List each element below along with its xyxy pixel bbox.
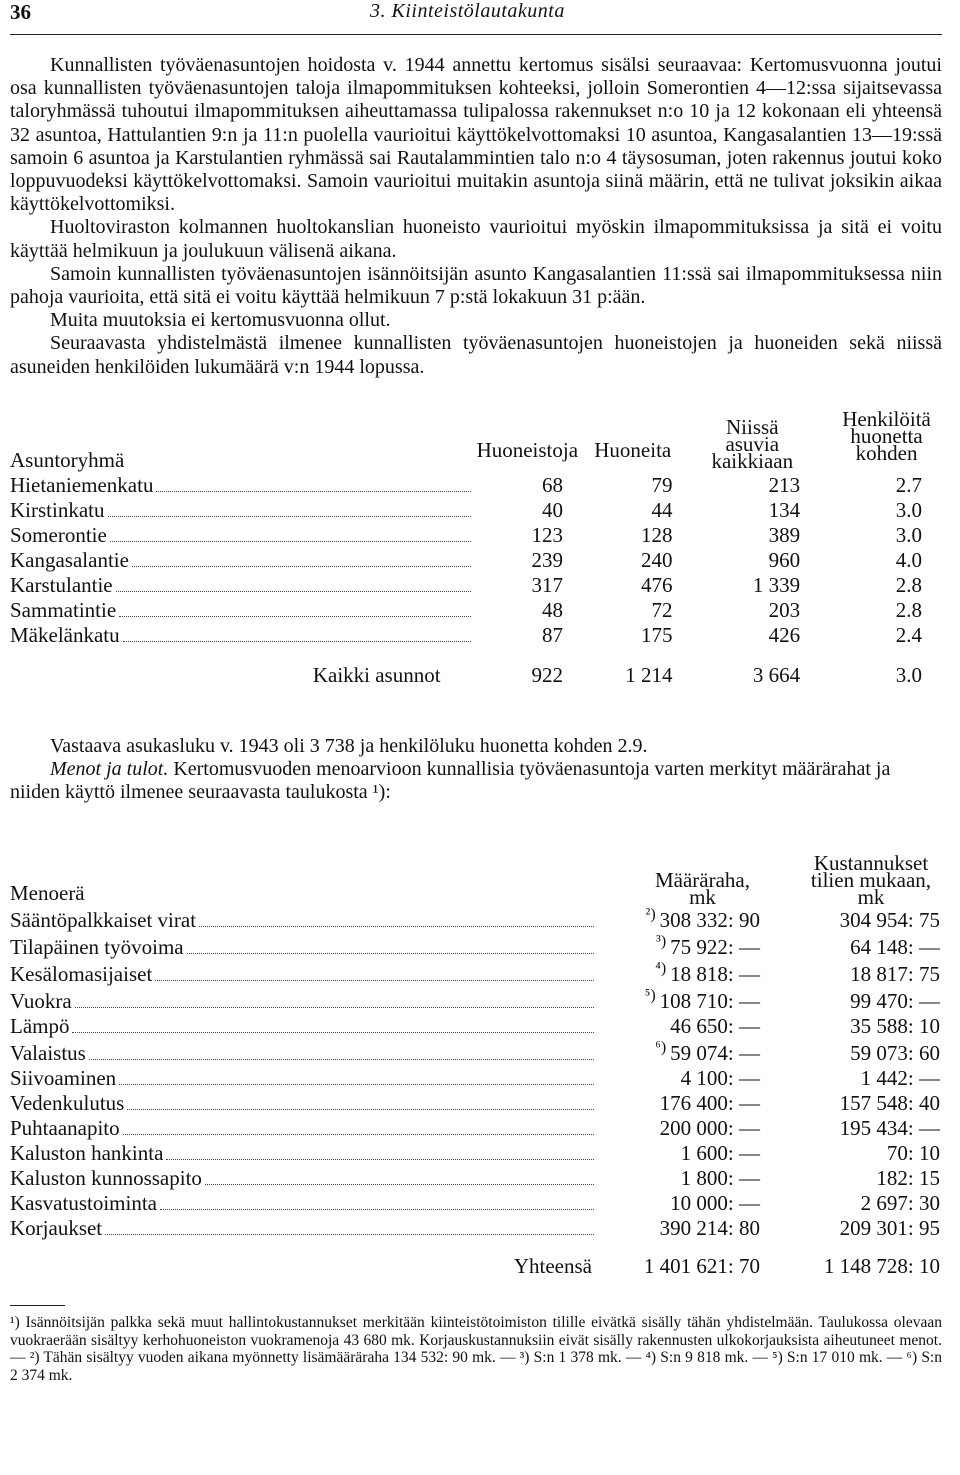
table-row xyxy=(10,960,942,987)
document-page xyxy=(10,0,942,1384)
paragraph: Muita muutoksia ei kertomusvuonna ollut. xyxy=(50,309,391,332)
expense-name: Lämpö xyxy=(10,1014,70,1039)
column-header: Niissä asuvia kaikkiaan xyxy=(711,415,794,474)
cell-appropriation xyxy=(600,1039,760,1066)
expense-name: Kaluston kunnossapito xyxy=(10,1166,202,1191)
street-name: Mäkelänkatu xyxy=(10,622,120,647)
cell-appropriation xyxy=(600,987,760,1014)
row-label-cell xyxy=(10,1091,600,1116)
row-label xyxy=(10,1166,600,1191)
cell-apartments: 48 xyxy=(542,597,564,622)
leader-dots xyxy=(155,980,594,981)
row-label-cell xyxy=(10,1066,600,1091)
running-title: 3. Kiinteistölautakunta xyxy=(370,0,565,22)
row-label xyxy=(10,473,477,498)
appropriation-value: 390 214: 80 xyxy=(659,1216,760,1241)
cell-apartments: 239 xyxy=(531,547,564,572)
row-label-cell xyxy=(10,1014,600,1039)
cell-per-room: 3.0 xyxy=(895,497,922,522)
leader-dots xyxy=(119,616,470,617)
total-label: Yhteensä xyxy=(513,1254,592,1279)
footnotes xyxy=(10,1314,942,1384)
total-appropriation: 1 401 621: 70 xyxy=(643,1254,760,1279)
cell-appropriation xyxy=(600,1014,760,1039)
leader-dots xyxy=(156,491,470,492)
paragraph: Vastaava asukasluku v. 1943 oli 3 738 ja henkilöluku huonetta kohden 2.9. xyxy=(50,734,648,757)
appropriation-value: 18 818: — xyxy=(670,962,760,987)
total-rooms: 1 214 xyxy=(625,662,673,687)
cell-costs: 195 434: — xyxy=(839,1116,940,1141)
table-row xyxy=(10,598,942,623)
expense-name: Vuokra xyxy=(10,989,72,1014)
row-label xyxy=(10,1141,600,1166)
cell-appropriation xyxy=(600,1166,760,1191)
row-label xyxy=(10,523,477,548)
cell-residents: 213 xyxy=(768,472,801,497)
table-row xyxy=(10,1191,942,1216)
cell-residents: 389 xyxy=(768,522,801,547)
row-label xyxy=(10,548,477,573)
expense-name: Kasvatustoiminta xyxy=(10,1191,157,1216)
row-label-cell xyxy=(10,933,600,960)
row-label-cell xyxy=(10,1141,600,1166)
appropriation-value: 1 800: — xyxy=(680,1166,760,1191)
footnote-ref: ⁴) xyxy=(655,960,667,978)
paragraph: Samoin kunnallisten työväenasuntojen isännöitsijän asunto Kangasalantien 11:ssä sai ilmapommituksessa niin pahoja vaurioita, että sitä ei voitu käyttää helmikuun 7 p:stä lokakuun 31 p:ään. xyxy=(10,262,942,309)
table-total-row xyxy=(10,1241,942,1279)
row-label xyxy=(10,962,600,987)
cell-costs: 59 073: 60 xyxy=(850,1041,940,1066)
table-row xyxy=(10,498,942,523)
row-label-cell xyxy=(10,1116,600,1141)
leader-dots xyxy=(199,926,594,927)
row-label-cell xyxy=(10,987,600,1014)
row-label-cell xyxy=(10,1216,600,1241)
leader-dots xyxy=(127,1109,594,1110)
table-row xyxy=(10,548,942,573)
total-residents: 3 664 xyxy=(752,662,801,687)
row-label xyxy=(10,1216,600,1241)
paragraph xyxy=(10,758,942,804)
column-header: Henkilöitä huonetta kohden xyxy=(842,406,931,465)
expense-name: Sääntöpalkkaiset virat xyxy=(10,908,197,933)
table-row xyxy=(10,1014,942,1039)
cell-per-room: 2.8 xyxy=(895,572,922,597)
cell-residents: 960 xyxy=(768,547,801,572)
street-name: Somerontie xyxy=(10,522,107,547)
table-row xyxy=(10,573,942,598)
appropriation-value: 10 000: — xyxy=(670,1191,760,1216)
cell-appropriation xyxy=(600,1191,760,1216)
row-label-cell xyxy=(10,548,477,573)
cell-appropriation xyxy=(600,906,760,933)
cell-costs: 99 470: — xyxy=(850,989,940,1014)
cell-costs: 18 817: 75 xyxy=(850,962,940,987)
expense-name: Puhtaanapito xyxy=(10,1116,120,1141)
street-name: Kirstinkatu xyxy=(10,497,105,522)
expense-name: Valaistus xyxy=(10,1041,86,1066)
section-title: Menot ja tulot. xyxy=(50,758,169,781)
cell-appropriation xyxy=(600,1091,760,1116)
leader-dots xyxy=(119,1084,594,1085)
row-label xyxy=(10,1041,600,1066)
total-per-room: 3.0 xyxy=(895,662,922,687)
column-header: Kustannukset tilien mukaan, mk xyxy=(810,851,932,910)
footnote-text: ¹) Isännöitsijän palkka sekä muut hallintokustannukset merkitään kiinteistötoimiston tilille eivätkä sisälly tähän yhdistelmään. Taulukossa olevaan vuokraerään sisältyy kerhohuoneiston vuokramenoja 43 680 mk. Korjauskustannuksiin eivät sisälly rakennusten ulkokorjauksista aiheutuneet menot. — ²) Tähän sisältyy vuoden aikana myönnetty lisämääräraha 134 532: 90 mk. — ³) S:n 1 378 mk. — ⁴) S:n 9 818 mk. — ⁵) S:n 17 010 mk. — ⁶) S:n 2 374 mk. xyxy=(10,1314,942,1384)
cell-rooms: 72 xyxy=(651,597,673,622)
paragraph: Huoltoviraston kolmannen huoltokanslian huoneisto vaurioitui myöskin ilmapommituksissa ja sitä ei voitu käyttää helmikuun ja joulukuun välisenä aikana. xyxy=(10,216,942,262)
row-label xyxy=(10,573,477,598)
paragraph: Seuraavasta yhdistelmästä ilmenee kunnallisten työväenasuntojen huoneistojen ja huoneiden sekä niissä asuneiden henkilöiden lukumäärä v:n 1944 lopussa. xyxy=(10,332,942,378)
cell-residents: 203 xyxy=(768,597,801,622)
table-row xyxy=(10,1141,942,1166)
row-label-cell xyxy=(10,1191,600,1216)
table-row xyxy=(10,473,942,498)
cell-per-room: 2.8 xyxy=(895,597,922,622)
cell-residents: 426 xyxy=(768,622,801,647)
leader-dots xyxy=(123,1134,594,1135)
cell-per-room: 2.7 xyxy=(895,472,922,497)
leader-dots xyxy=(105,1234,594,1235)
appropriation-value: 46 650: — xyxy=(670,1014,760,1039)
row-label xyxy=(10,623,477,648)
cell-apartments: 40 xyxy=(542,497,564,522)
cell-costs: 64 148: — xyxy=(850,935,940,960)
cell-costs: 1 442: — xyxy=(860,1066,940,1091)
row-label-cell xyxy=(10,906,600,933)
row-label-cell xyxy=(10,498,477,523)
column-header: Huoneita xyxy=(594,438,672,463)
leader-dots xyxy=(205,1184,594,1185)
total-label: Kaikki asunnot xyxy=(312,662,441,687)
expense-name: Kaluston hankinta xyxy=(10,1141,164,1166)
street-name: Sammatintie xyxy=(10,597,117,622)
table-total-row xyxy=(10,648,942,688)
column-header: Menoerä xyxy=(10,881,85,906)
table-row xyxy=(10,987,942,1014)
leader-dots xyxy=(116,591,471,592)
footnote-ref: ⁵) xyxy=(644,987,656,1005)
appropriation-value: 4 100: — xyxy=(680,1066,760,1091)
leader-dots xyxy=(166,1159,594,1160)
street-name: Karstulantie xyxy=(10,572,113,597)
row-label-cell xyxy=(10,473,477,498)
row-label xyxy=(10,989,600,1014)
cell-apartments: 87 xyxy=(542,622,564,647)
cell-rooms: 79 xyxy=(651,472,673,497)
cell-rooms: 476 xyxy=(640,572,673,597)
paragraph-text: Kertomusvuoden menoarvioon kunnallisia työväenasuntoja varten merkityt määrärahat ja niiden käyttö ilmenee seuraavasta taulukosta ¹): xyxy=(10,758,891,804)
cell-rooms: 44 xyxy=(651,497,673,522)
cell-per-room: 4.0 xyxy=(895,547,922,572)
cell-costs: 2 697: 30 xyxy=(860,1191,940,1216)
cell-appropriation xyxy=(600,1141,760,1166)
appropriation-value: 75 922: — xyxy=(670,935,760,960)
cell-appropriation xyxy=(600,1216,760,1241)
cell-costs: 182: 15 xyxy=(876,1166,940,1191)
total-apartments: 922 xyxy=(531,662,564,687)
footnote-ref: ²) xyxy=(645,906,656,924)
appropriation-table xyxy=(10,850,942,1279)
expense-name: Siivoaminen xyxy=(10,1066,117,1091)
row-label xyxy=(10,1116,600,1141)
column-header: Huoneistoja xyxy=(476,438,579,463)
column-header: Määräraha, mk xyxy=(654,868,750,910)
row-label xyxy=(10,498,477,523)
cell-appropriation xyxy=(600,1066,760,1091)
footnote-rule xyxy=(10,1305,65,1306)
page-header xyxy=(10,0,942,35)
table-row xyxy=(10,623,942,648)
cell-costs: 35 588: 10 xyxy=(850,1014,940,1039)
expense-name: Vedenkulutus xyxy=(10,1091,125,1116)
row-label xyxy=(10,1191,600,1216)
appropriation-value: 108 710: — xyxy=(659,989,760,1014)
cell-costs: 70: 10 xyxy=(886,1141,940,1166)
appropriation-value: 59 074: — xyxy=(670,1041,760,1066)
row-label-cell xyxy=(10,623,477,648)
paragraph: Kunnallisten työväenasuntojen hoidosta v. 1944 annettu kertomus sisälsi seuraavaa: Kertomusvuonna joutui osa kunnallisten työväenasuntojen taloja ilmapommituksen kohteeksi, jolloin Somerontien 4—12:ssa sijaitsevassa taloryhmässä tuhoutui ilmapommituksen aiheuttamassa tulipalossa rakennukset n:o 10 ja 12 kokonaan eli yhteensä 32 asuntoa, Hattulantien 9:n ja 11:n puolella vaurioitui käyttökelvottomaksi 10 asuntoa, Kangasalantien 13—19:ssä samoin 6 asuntoa ja Karstulantien ryhmässä sai Rautalammintien talo n:o 4 täysosuman, joten rakennus joutui koko loppuvuodeksi käyttökelvottomaksi. Samoin vaurioitui muitakin asuntoja siinä määrin, että ne tulivat joksikin aikaa käyttökelvottomiksi. xyxy=(10,54,942,216)
row-label-cell xyxy=(10,1039,600,1066)
table-row xyxy=(10,1216,942,1241)
leader-dots xyxy=(75,1007,594,1008)
leader-dots xyxy=(160,1209,594,1210)
cell-appropriation xyxy=(600,1116,760,1141)
cell-apartments: 68 xyxy=(542,472,564,497)
cell-rooms: 128 xyxy=(640,522,673,547)
total-costs: 1 148 728: 10 xyxy=(823,1254,940,1279)
column-header: Asuntoryhmä xyxy=(10,447,125,472)
leader-dots xyxy=(72,1032,594,1033)
table-row xyxy=(10,1039,942,1066)
row-label xyxy=(10,1091,600,1116)
cell-residents: 1 339 xyxy=(752,572,801,597)
row-label xyxy=(10,908,600,933)
row-label-cell xyxy=(10,598,477,623)
table-row xyxy=(10,1166,942,1191)
leader-dots xyxy=(132,566,471,567)
leader-dots xyxy=(187,953,594,954)
appropriation-value: 308 332: 90 xyxy=(659,908,760,933)
street-name: Kangasalantie xyxy=(10,547,129,572)
row-label xyxy=(10,1066,600,1091)
expense-name: Kesälomasijaiset xyxy=(10,962,153,987)
row-label-cell xyxy=(10,960,600,987)
leader-dots xyxy=(108,516,471,517)
table-row xyxy=(10,933,942,960)
cell-per-room: 3.0 xyxy=(895,522,922,547)
cell-costs: 157 548: 40 xyxy=(839,1091,940,1116)
row-label-cell xyxy=(10,573,477,598)
footnote-ref: ⁶) xyxy=(655,1039,667,1057)
row-label xyxy=(10,935,600,960)
table-header-row xyxy=(10,411,942,473)
row-label xyxy=(10,598,477,623)
street-name: Hietaniemenkatu xyxy=(10,472,154,497)
appropriation-value: 1 600: — xyxy=(680,1141,760,1166)
appropriation-value: 176 400: — xyxy=(659,1091,760,1116)
intro-text xyxy=(10,54,942,379)
cell-appropriation xyxy=(600,933,760,960)
cell-costs: 304 954: 75 xyxy=(839,908,940,933)
cell-residents: 134 xyxy=(768,497,801,522)
page-number: 36 xyxy=(10,0,31,24)
table-row xyxy=(10,1066,942,1091)
row-label xyxy=(10,1014,600,1039)
middle-text xyxy=(10,735,942,805)
table-row xyxy=(10,1116,942,1141)
leader-dots xyxy=(123,641,471,642)
table-row xyxy=(10,1091,942,1116)
leader-dots xyxy=(110,541,471,542)
row-label-cell xyxy=(10,1166,600,1191)
row-label-cell xyxy=(10,523,477,548)
footnote-ref: ³) xyxy=(656,933,667,951)
cell-apartments: 123 xyxy=(531,522,564,547)
cell-costs: 209 301: 95 xyxy=(839,1216,940,1241)
cell-appropriation xyxy=(600,960,760,987)
expense-name: Korjaukset xyxy=(10,1216,103,1241)
table-row xyxy=(10,906,942,933)
table-row xyxy=(10,523,942,548)
cell-rooms: 175 xyxy=(640,622,673,647)
cell-per-room: 2.4 xyxy=(895,622,922,647)
cell-apartments: 317 xyxy=(531,572,564,597)
appropriation-value: 200 000: — xyxy=(659,1116,760,1141)
housing-table xyxy=(10,406,942,688)
leader-dots xyxy=(89,1059,594,1060)
table-header-row xyxy=(10,850,942,906)
cell-rooms: 240 xyxy=(640,547,673,572)
expense-name: Tilapäinen työvoima xyxy=(10,935,184,960)
